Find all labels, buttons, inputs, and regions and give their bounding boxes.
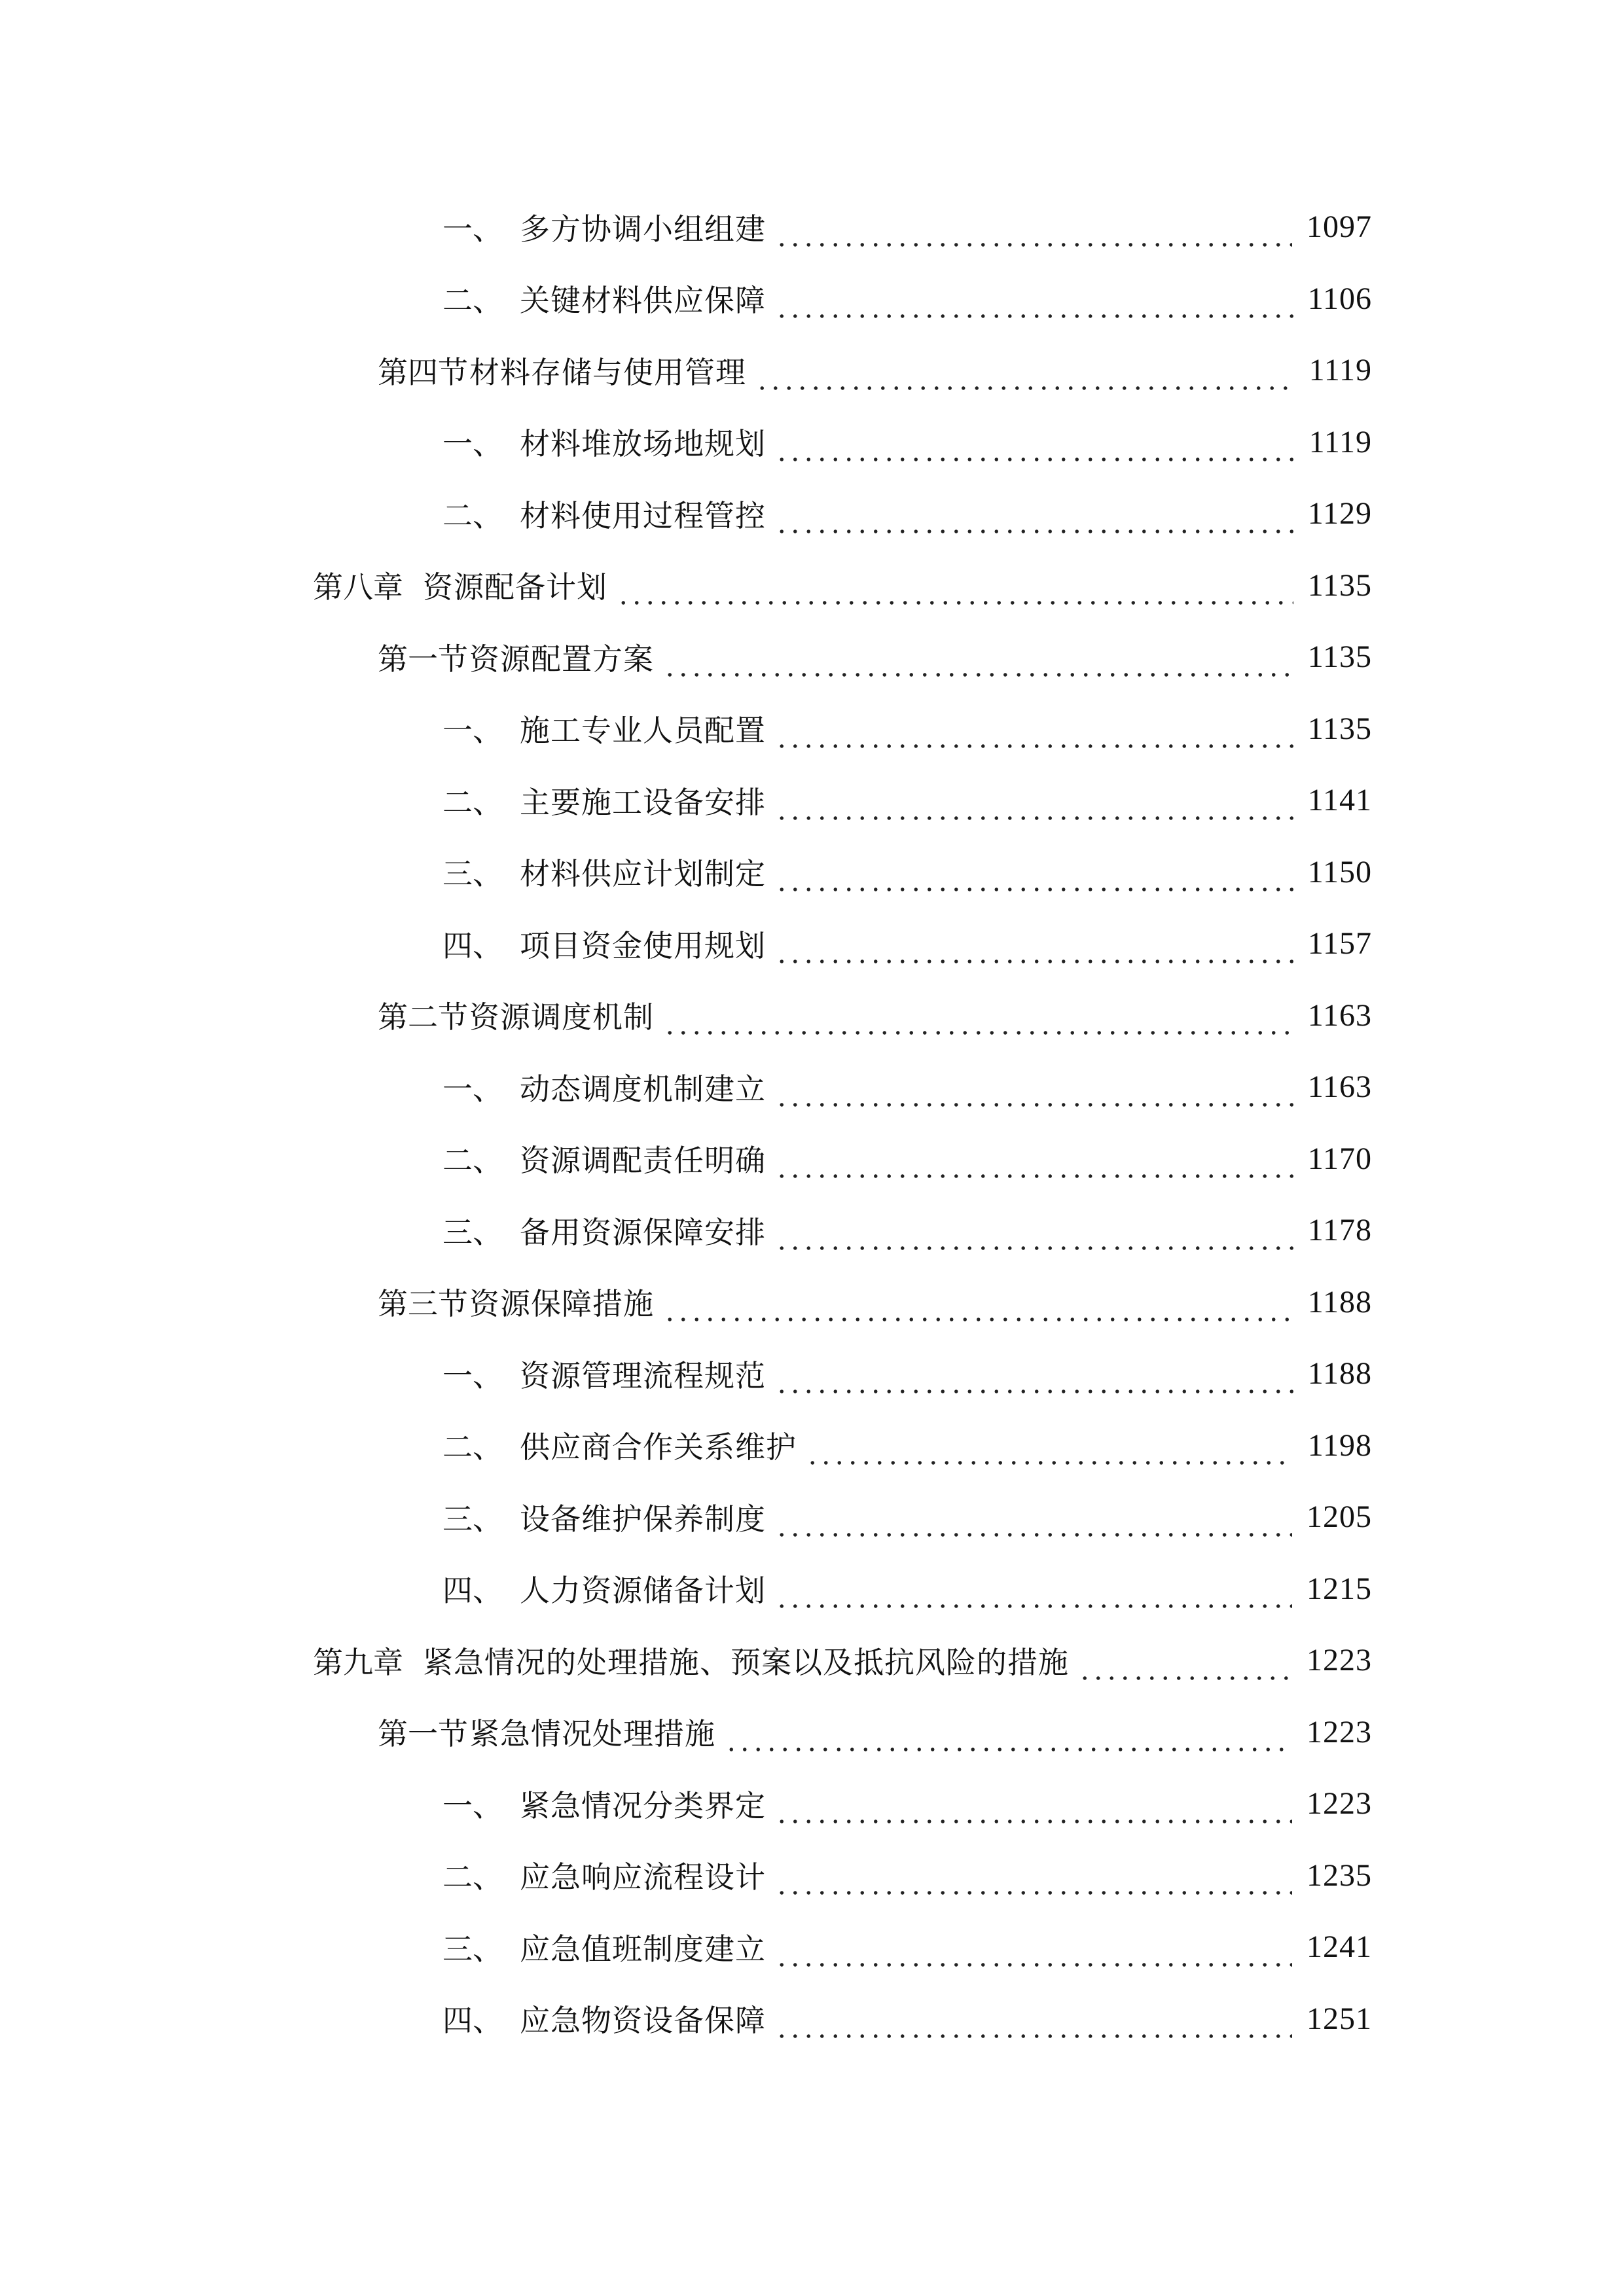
dot-leader	[775, 1867, 1292, 1897]
entry-title: 紧急情况的处理措施、预案以及抵抗风险的措施	[423, 1644, 1069, 1680]
entry-title: 项目资金使用规划	[520, 927, 766, 963]
entry-number: 第一节	[378, 641, 468, 677]
toc-entry[interactable]	[0, 1553, 1624, 1625]
entry-title: 设备维护保养制度	[520, 1501, 766, 1537]
entry-number: 第九章	[313, 1644, 403, 1680]
entry-page-number: 1170	[1307, 1141, 1372, 1176]
toc-entry[interactable]	[0, 1696, 1624, 1768]
entry-number: 一、	[442, 1071, 503, 1107]
toc-entry[interactable]	[0, 191, 1624, 263]
entry-title: 资源管理流程规范	[520, 1357, 766, 1393]
dot-leader	[775, 505, 1293, 535]
entry-page-number: 1150	[1307, 854, 1372, 889]
toc-entry[interactable]	[0, 621, 1624, 693]
toc-entry[interactable]	[0, 478, 1624, 550]
entry-page-number: 1135	[1307, 639, 1372, 675]
dot-leader	[663, 1007, 1293, 1037]
entry-number: 一、	[442, 1357, 503, 1393]
toc-entry[interactable]	[0, 693, 1624, 765]
entry-number: 二、	[442, 784, 503, 820]
entry-page-number: 1106	[1307, 281, 1372, 316]
entry-title: 应急值班制度建立	[520, 1931, 766, 1967]
entry-title: 人力资源储备计划	[520, 1573, 766, 1609]
entry-page-number: 1097	[1307, 209, 1372, 245]
dot-leader	[725, 1723, 1292, 1753]
dot-leader	[775, 290, 1293, 320]
dot-leader	[775, 1150, 1293, 1180]
entry-number: 二、	[442, 1143, 503, 1179]
dot-leader	[775, 1795, 1292, 1825]
entry-number: 第八章	[313, 569, 403, 605]
entry-number: 二、	[442, 1859, 503, 1895]
entry-page-number: 1178	[1307, 1213, 1372, 1248]
entry-page-number: 1129	[1307, 496, 1372, 531]
entry-title: 资源调配责任明确	[520, 1143, 766, 1179]
entry-title: 材料堆放场地规划	[520, 426, 766, 462]
entry-title: 动态调度机制建立	[520, 1071, 766, 1107]
entry-page-number: 1241	[1307, 1929, 1372, 1965]
toc-entry[interactable]	[0, 1624, 1624, 1696]
entry-number: 一、	[442, 211, 503, 247]
dot-leader	[775, 935, 1293, 965]
entry-page-number: 1135	[1307, 567, 1372, 603]
entry-title: 施工专业人员配置	[520, 713, 766, 749]
entry-page-number: 1163	[1307, 1069, 1372, 1105]
entry-number: 三、	[442, 1931, 503, 1967]
toc-entry[interactable]	[0, 1194, 1624, 1266]
entry-number: 一、	[442, 713, 503, 749]
dot-leader	[775, 1079, 1293, 1109]
entry-title: 备用资源保障安排	[520, 1214, 766, 1250]
entry-page-number: 1135	[1307, 711, 1372, 746]
entry-page-number: 1188	[1307, 1284, 1372, 1319]
entry-number: 四、	[442, 1573, 503, 1609]
entry-page-number: 1141	[1307, 783, 1372, 818]
entry-title: 资源调度机制	[469, 999, 654, 1035]
entry-number: 一、	[442, 426, 503, 462]
entry-page-number: 1251	[1307, 2001, 1372, 2036]
entry-number: 三、	[442, 1501, 503, 1537]
dot-leader	[775, 1939, 1292, 1969]
toc-entry[interactable]	[0, 550, 1624, 622]
toc-entry[interactable]	[0, 406, 1624, 478]
entry-title: 紧急情况分类界定	[520, 1787, 766, 1823]
entry-page-number: 1223	[1307, 1786, 1372, 1821]
entry-page-number: 1205	[1307, 1499, 1372, 1535]
entry-number: 一、	[442, 1787, 503, 1823]
entry-title: 资源保障措施	[469, 1286, 654, 1322]
toc-entry[interactable]	[0, 764, 1624, 836]
table-of-contents	[0, 191, 1624, 2054]
entry-title: 材料使用过程管控	[520, 497, 766, 533]
dot-leader	[1078, 1652, 1292, 1682]
entry-number: 四、	[442, 2003, 503, 2039]
toc-entry[interactable]	[0, 1481, 1624, 1553]
toc-entry[interactable]	[0, 836, 1624, 908]
entry-number: 三、	[442, 856, 503, 892]
entry-title: 供应商合作关系维护	[520, 1429, 797, 1465]
entry-number: 第二节	[378, 999, 468, 1035]
entry-page-number: 1198	[1307, 1427, 1372, 1463]
entry-number: 三、	[442, 1214, 503, 1250]
dot-leader	[806, 1437, 1293, 1467]
dot-leader	[775, 1509, 1292, 1539]
entry-page-number: 1215	[1307, 1571, 1372, 1606]
toc-entry[interactable]	[0, 1338, 1624, 1410]
entry-number: 第一节	[378, 1716, 468, 1752]
entry-title: 应急物资设备保障	[520, 2003, 766, 2039]
toc-entry[interactable]	[0, 908, 1624, 980]
toc-entry[interactable]	[0, 1123, 1624, 1195]
entry-page-number: 1119	[1308, 353, 1372, 388]
entry-page-number: 1188	[1307, 1356, 1372, 1391]
dot-leader	[775, 720, 1293, 750]
toc-entry[interactable]	[0, 263, 1624, 335]
dot-leader	[775, 1222, 1293, 1252]
dot-leader	[775, 792, 1293, 822]
entry-title: 多方协调小组组建	[520, 211, 766, 247]
dot-leader	[755, 362, 1295, 392]
entry-number: 四、	[442, 927, 503, 963]
entry-title: 资源配置方案	[469, 641, 654, 677]
entry-page-number: 1235	[1307, 1857, 1372, 1893]
entry-page-number: 1163	[1307, 997, 1372, 1033]
entry-title: 材料供应计划制定	[520, 856, 766, 892]
entry-number: 二、	[442, 497, 503, 533]
entry-title: 资源配备计划	[423, 569, 607, 605]
entry-page-number: 1119	[1308, 424, 1372, 459]
toc-entry[interactable]	[0, 1051, 1624, 1123]
entry-title: 材料存储与使用管理	[469, 354, 746, 390]
toc-entry[interactable]	[0, 1840, 1624, 1912]
entry-page-number: 1223	[1307, 1643, 1372, 1678]
entry-title: 关键材料供应保障	[520, 283, 766, 319]
dot-leader	[775, 219, 1292, 249]
dot-leader	[775, 1580, 1292, 1610]
toc-entry[interactable]	[0, 1410, 1624, 1482]
dot-leader	[775, 863, 1293, 893]
dot-leader	[663, 1293, 1293, 1323]
toc-entry[interactable]	[0, 1768, 1624, 1840]
entry-number: 第三节	[378, 1286, 468, 1322]
dot-leader	[775, 1365, 1293, 1395]
entry-number: 二、	[442, 283, 503, 319]
dot-leader	[663, 649, 1293, 679]
entry-number: 二、	[442, 1429, 503, 1465]
toc-entry[interactable]	[0, 980, 1624, 1052]
dot-leader	[775, 433, 1295, 463]
entry-title: 主要施工设备安排	[520, 784, 766, 820]
toc-entry[interactable]	[0, 1911, 1624, 1983]
entry-title: 应急响应流程设计	[520, 1859, 766, 1895]
entry-title: 紧急情况处理措施	[469, 1716, 715, 1752]
toc-entry[interactable]	[0, 334, 1624, 406]
dot-leader	[775, 2010, 1292, 2040]
entry-page-number: 1157	[1307, 926, 1372, 961]
entry-page-number: 1223	[1307, 1714, 1372, 1749]
entry-number: 第四节	[378, 354, 468, 390]
dot-leader	[617, 577, 1293, 607]
toc-entry[interactable]	[0, 1266, 1624, 1338]
toc-entry[interactable]	[0, 1983, 1624, 2055]
